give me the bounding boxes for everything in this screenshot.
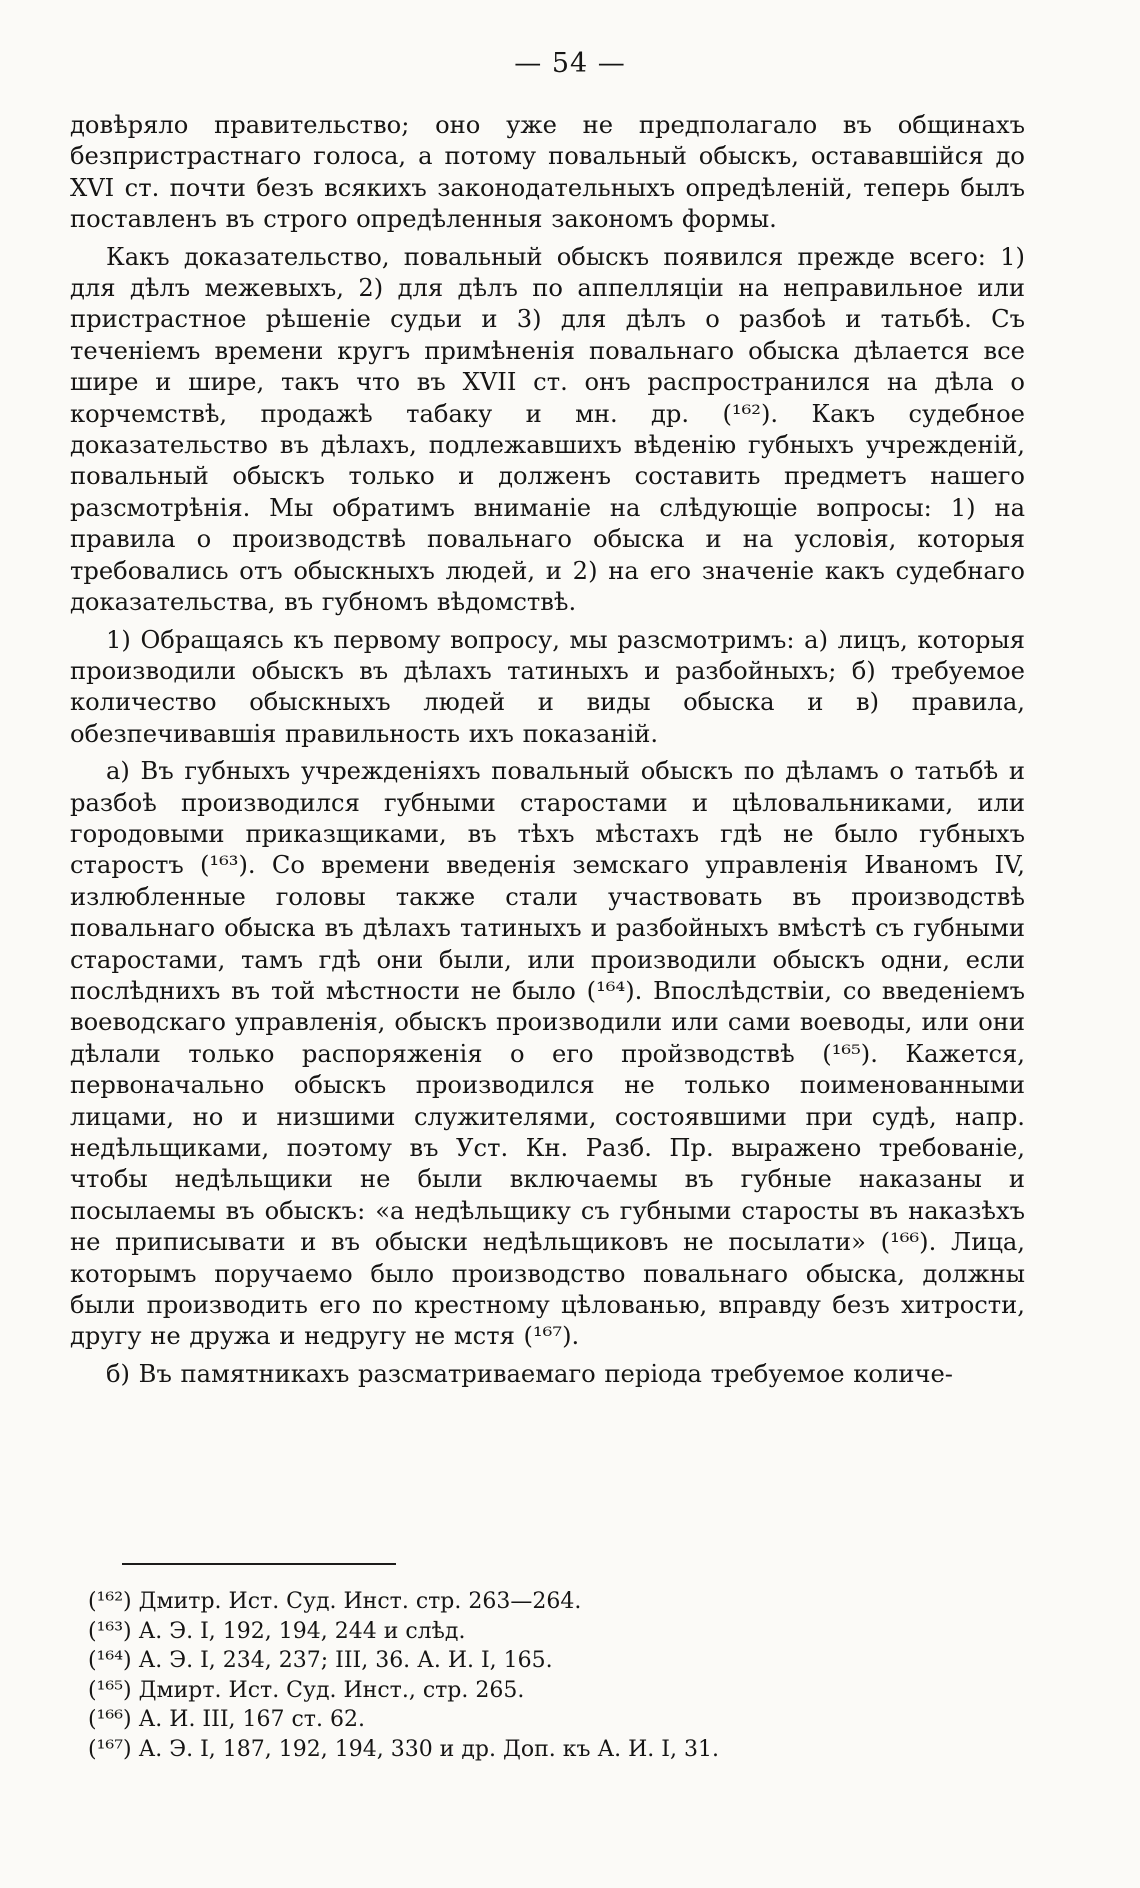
footnote-167: (¹⁶⁷) А. Э. I, 187, 192, 194, 330 и др. Доп. къ А. И. I, 31. [88, 1736, 719, 1762]
paragraph-2: Какъ доказательство, повальный обыскъ появился прежде всего: 1) для дѣлъ межевыхъ, 2) для дѣлъ по аппелляціи на неправильное или пристрастное рѣшеніе судьи и 3) для дѣлъ о разбоѣ и татьбѣ. Съ теченіемъ времени кругъ примѣненія повальнаго обыска дѣлается все шире и шире, такъ что въ XVII ст. онъ распространился на дѣла о корчемствѣ, продажѣ табаку и мн. др. (¹⁶²). Какъ судебное доказательство въ дѣлахъ, подлежавшихъ вѣденію губныхъ учрежденій, повальный обыскъ только и долженъ составить предметъ нашего разсмотрѣнія. Мы обратимъ вниманіе на слѣдующіе вопросы: 1) на правила о производствѣ повальнаго обыска и на условія, которыя требовались отъ обыскныхъ людей, и 2) на его значеніе какъ судебнаго доказательства, въ губномъ вѣдомствѣ. [70, 242, 1025, 617]
footnote-165: (¹⁶⁵) Дмирт. Ист. Суд. Инст., стр. 265. [88, 1677, 525, 1703]
footnote-164: (¹⁶⁴) А. Э. I, 234, 237; III, 36. А. И. I, 165. [88, 1648, 553, 1674]
paragraph-1: довѣряло правительство; оно уже не предполагало въ общинахъ безпристрастнаго голоса, а потому повальный обыскъ, остававшійся до XVI ст. почти безъ всякихъ законодательныхъ опредѣленій, теперь былъ поставленъ въ строго опредѣленныя закономъ формы. [70, 111, 1025, 234]
footnote-166: (¹⁶⁶) А. И. III, 167 ст. 62. [88, 1707, 365, 1733]
body-text [70, 110, 1025, 1390]
footnote-divider [122, 1563, 396, 1565]
paragraph-3: 1) Обращаясь къ первому вопросу, мы разсмотримъ: а) лицъ, которыя производили обыскъ въ дѣлахъ татиныхъ и разбойныхъ; б) требуемое количество обыскныхъ людей и виды обыска и в) правила, обезпечивавшія правильность ихъ показаній. [70, 625, 1025, 748]
footnotes [88, 1587, 988, 1765]
footnote-162: (¹⁶²) Дмитр. Ист. Суд. Инст. стр. 263—264. [88, 1589, 582, 1614]
paragraph-5: б) Въ памятникахъ разсматриваемаго періода требуемое количе- [106, 1359, 953, 1388]
footnote-163: (¹⁶³) А. Э. I, 192, 194, 244 и слѣд. [88, 1618, 466, 1644]
paragraph-4: а) Въ губныхъ учрежденіяхъ повальный обыскъ по дѣламъ о татьбѣ и разбоѣ производился губными старостами и цѣловальниками, или городовыми приказщиками, въ тѣхъ мѣстахъ гдѣ не было губныхъ старостъ (¹⁶³). Со времени введенія земскаго управленія Иваномъ IV, излюбленные головы также стали участвовать въ производствѣ повальнаго обыска въ дѣлахъ татиныхъ и разбойныхъ вмѣстѣ съ губными старостами, тамъ гдѣ они были, или производили обыскъ одни, если послѣднихъ въ той мѣстности не было (¹⁶⁴). Впослѣдствіи, со введеніемъ воеводскаго управленія, обыскъ производили или сами воеводы, или они дѣлали только распоряженія о его пройзводствѣ (¹⁶⁵). Кажется, первоначально обыскъ производился не только поименованными лицами, но и низшими служителями, состоявшими при судѣ, напр. недѣльщиками, поэтому въ Уст. Кн. Разб. Пр. выражено требованіе, чтобы недѣльщики не были включаемы въ губные наказаны и посылаемы въ обыскъ: «а недѣльщику съ губными старосты въ наказѣхъ не приписывати и въ обыски недѣльщиковъ не посылати» (¹⁶⁶). Лица, которымъ поручаемо было производство повальнаго обыска, должны были производить его по крестному цѣлованью, вправду безъ хитрости, другу не дружа и недругу не мстя (¹⁶⁷). [70, 757, 1025, 1351]
page-number: — 54 — [514, 48, 626, 79]
